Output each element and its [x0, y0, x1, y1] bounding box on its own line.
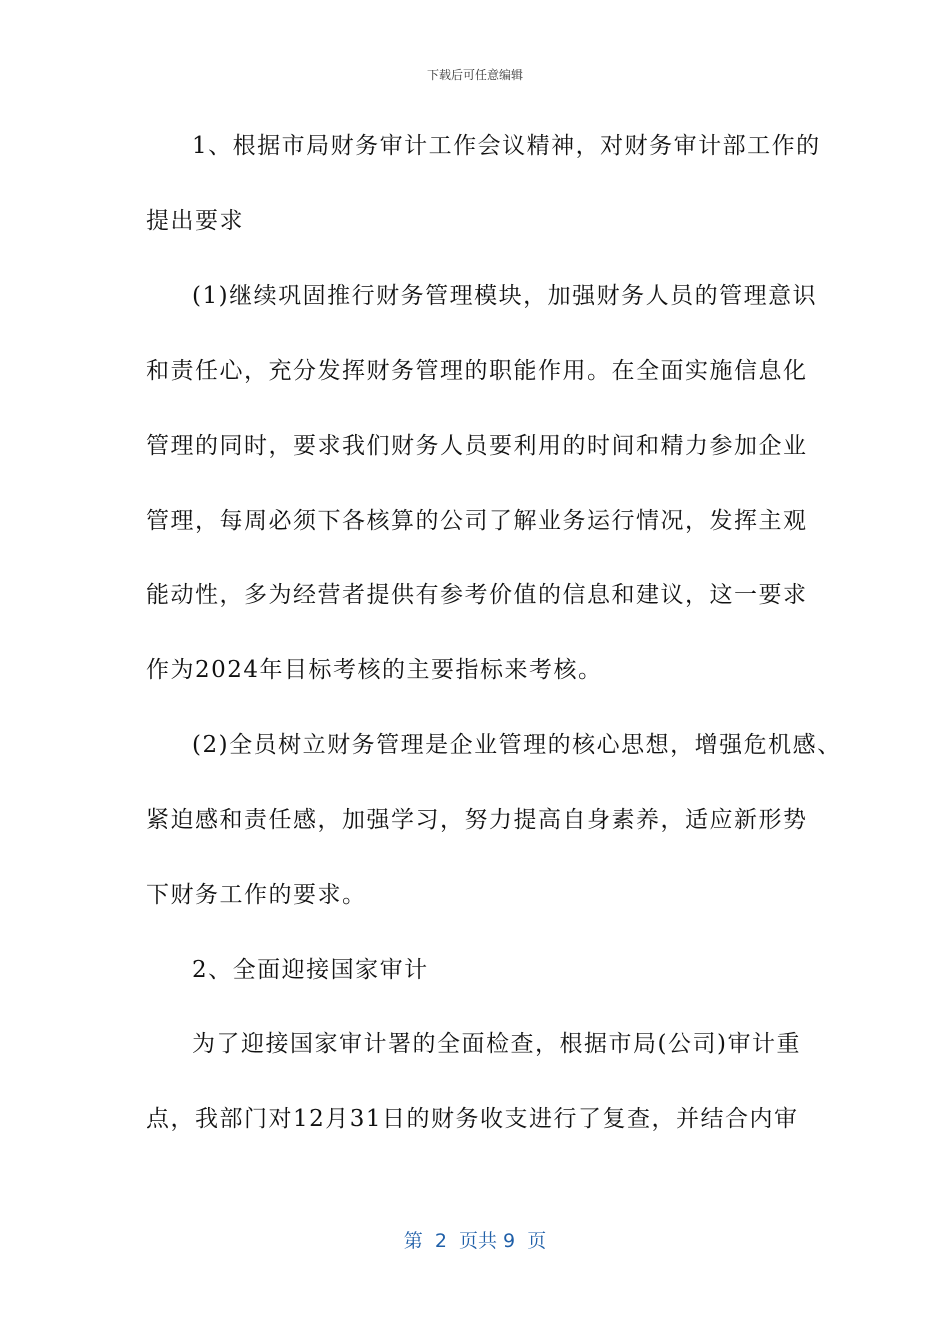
text-line: (1)继续巩固推行财务管理模块，加强财务人员的管理意识: [192, 283, 818, 309]
header-note: 下载后可任意编辑: [426, 68, 523, 82]
text-line: 点，我部门对12月31日的财务收支进行了复查，并结合内审: [146, 1106, 799, 1132]
text-line: 为了迎接国家审计署的全面检查，根据市局(公司)审计重: [192, 1031, 801, 1057]
text-line: 管理的同时，要求我们财务人员要利用的时间和精力参加企业: [146, 433, 808, 459]
text-line: 提出要求: [146, 208, 244, 234]
text-line: 管理，每周必须下各核算的公司了解业务运行情况，发挥主观: [146, 508, 808, 534]
page-number-footer: 第 2 页共 9 页: [403, 1230, 547, 1252]
text-line: 紧迫感和责任感，加强学习，努力提高自身素养，适应新形势: [146, 807, 808, 833]
text-line: 作为2024年目标考核的主要指标来考核。: [146, 657, 603, 683]
text-line: 和责任心，充分发挥财务管理的职能作用。在全面实施信息化: [146, 358, 808, 384]
text-line: (2)全员树立财务管理是企业管理的核心思想，增强危机感、: [192, 732, 842, 758]
text-line: 下财务工作的要求。: [146, 882, 367, 908]
section-heading: 2、全面迎接国家审计: [192, 957, 429, 983]
text-line: 1、根据市局财务审计工作会议精神，对财务审计部工作的: [192, 133, 821, 159]
text-line: 能动性，多为经营者提供有参考价值的信息和建议，这一要求: [146, 582, 808, 608]
